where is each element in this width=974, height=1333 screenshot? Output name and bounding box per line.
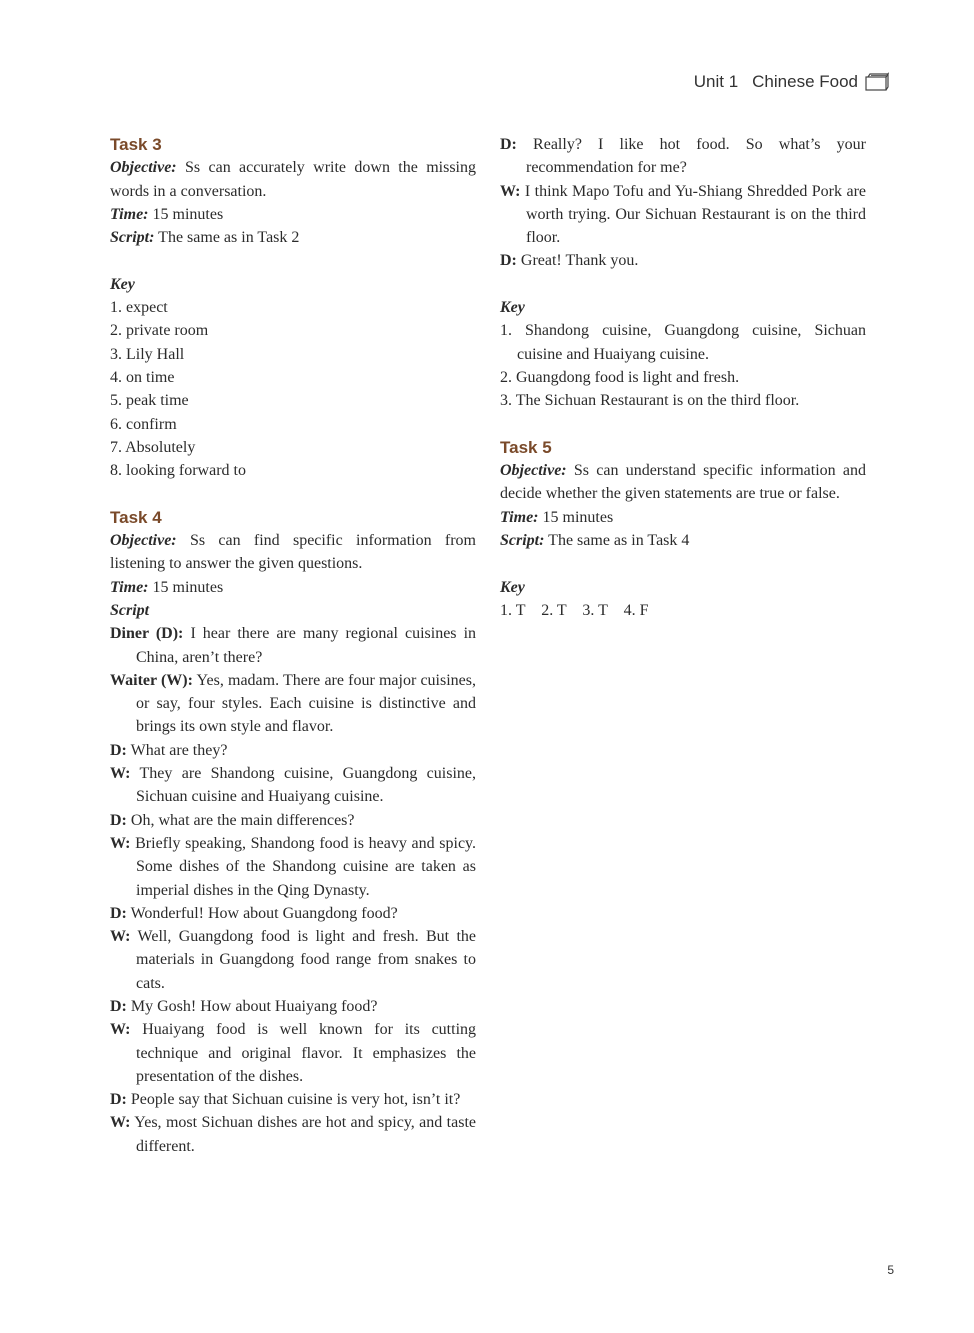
key-item: 2. Guangdong food is light and fresh. <box>500 368 740 386</box>
task5-script <box>500 529 866 552</box>
turn-text: My Gosh! How about Huaiyang food? <box>130 997 378 1015</box>
task5-key-line: 1. T 2. T 3. T 4. F <box>500 601 649 619</box>
speaker-label: D: <box>110 997 127 1015</box>
task3-key-heading: Key <box>110 275 135 293</box>
key-item: 5. peak time <box>110 392 189 410</box>
speaker-label: Waiter (W): <box>110 671 193 689</box>
turn-text: Oh, what are the main differences? <box>130 811 355 829</box>
time-text: 15 minutes <box>152 205 224 223</box>
time-label: Time: <box>110 578 149 596</box>
speaker-label: W: <box>110 765 131 783</box>
dialogue-turn <box>110 669 476 739</box>
task3-key-list <box>110 296 476 482</box>
speaker-label: W: <box>110 1114 131 1132</box>
dialogue-turn <box>110 925 476 995</box>
objective-text: Ss can understand specific information and decide whether the given statements are true or false. <box>500 462 867 503</box>
turn-text: Wonderful! How about Guangdong food? <box>130 904 398 922</box>
dialogue-turn <box>500 180 866 250</box>
objective-text: Ss can accurately write down the missing words in a conversation. <box>110 159 477 200</box>
task5-heading: Task 5 <box>500 437 552 457</box>
dialogue-turn <box>110 902 476 925</box>
speaker-label: W: <box>110 834 131 852</box>
dialogue-turn <box>110 832 476 902</box>
speaker-label: D: <box>110 904 127 922</box>
dialogue-turn <box>110 809 476 832</box>
task5-key-heading: Key <box>500 578 525 596</box>
task3-script <box>110 226 476 249</box>
script-text: The same as in Task 4 <box>548 532 690 550</box>
speaker-label: Diner (D): <box>110 625 184 643</box>
time-text: 15 minutes <box>542 508 614 526</box>
key-item: 1. Shandong cuisine, Guangdong cuisine, Sichuan cuisine and Huaiyang cuisine. <box>500 322 866 363</box>
speaker-label: W: <box>110 928 131 946</box>
unit-title: Chinese Food <box>752 72 858 91</box>
page-number: 5 <box>887 1263 894 1277</box>
turn-text: I think Mapo Tofu and Yu-Shiang Shredded Pork are worth trying. Our Sichuan Restaurant is on the third floor. <box>524 182 866 247</box>
key-item: 3. The Sichuan Restaurant is on the third floor. <box>500 392 800 410</box>
right-column <box>500 133 866 622</box>
task5-time <box>500 506 866 529</box>
task4-heading: Task 4 <box>110 507 162 527</box>
dialogue-turn <box>110 1088 476 1111</box>
script-label: Script: <box>110 229 155 247</box>
dialogue-turn <box>110 762 476 809</box>
key-item: 4. on time <box>110 368 175 386</box>
dialogue-turn <box>110 1111 476 1158</box>
key-item: 3. Lily Hall <box>110 345 185 363</box>
speaker-label: D: <box>500 136 517 153</box>
speaker-label: W: <box>500 182 521 200</box>
task4-objective <box>110 529 476 576</box>
task3-objective <box>110 156 476 203</box>
task4-script-heading: Script <box>110 601 150 619</box>
speaker-label: D: <box>110 811 127 829</box>
speaker-label: D: <box>110 1091 127 1109</box>
key-item: 6. confirm <box>110 415 177 433</box>
key-item: 2. private room <box>110 322 209 340</box>
task4-key-heading: Key <box>500 299 525 317</box>
key-item: 7. Absolutely <box>110 438 196 456</box>
turn-text: Really? I like hot food. So what’s your recommendation for me? <box>526 136 867 177</box>
unit-label: Unit 1 <box>693 72 739 91</box>
key-item: 8. looking forward to <box>110 462 246 480</box>
objective-label: Objective: <box>500 462 567 480</box>
turn-text: Yes, madam. There are four major cuisines, or say, four styles. Each cuisine is distinctive and brings its own style and flavor. <box>136 671 476 736</box>
objective-label: Objective: <box>110 159 177 177</box>
objective-label: Objective: <box>110 532 177 550</box>
speaker-label: W: <box>110 1021 131 1039</box>
book-icon <box>864 72 890 92</box>
task3-time <box>110 203 476 226</box>
objective-text: Ss can find specific information from listening to answer the given questions. <box>110 532 476 573</box>
turn-text: People say that Sichuan cuisine is very hot, isn’t it? <box>130 1091 461 1109</box>
turn-text: Great! Thank you. <box>520 252 639 270</box>
time-text: 15 minutes <box>152 578 224 596</box>
task3-heading: Task 3 <box>110 135 162 154</box>
turn-text: Yes, most Sichuan dishes are hot and spicy, and taste different. <box>134 1114 477 1155</box>
dialogue-turn <box>110 739 476 762</box>
key-item: 1. expect <box>110 299 168 317</box>
task5-objective <box>500 459 866 506</box>
dialogue-turn <box>110 995 476 1018</box>
turn-text: What are they? <box>130 741 228 759</box>
script-text: The same as in Task 2 <box>158 229 300 247</box>
left-column <box>110 133 476 1158</box>
turn-text: Briefly speaking, Shandong food is heavy and spicy. Some dishes of the Shandong cuisine are taken as imperial dishes in the Qing Dynasty. <box>135 834 477 899</box>
turn-text: Well, Guangdong food is light and fresh. But the materials in Guangdong food range from snakes to cats. <box>136 928 476 992</box>
time-label: Time: <box>110 205 149 223</box>
dialogue-turn <box>500 133 866 180</box>
dialogue-turn <box>500 249 866 272</box>
dialogue-turn <box>110 1018 476 1088</box>
task4-time <box>110 576 476 599</box>
speaker-label: D: <box>110 741 127 759</box>
turn-text: They are Shandong cuisine, Guangdong cuisine, Sichuan cuisine and Huaiyang cuisine. <box>136 765 477 806</box>
running-header <box>694 72 890 92</box>
speaker-label: D: <box>500 252 517 270</box>
script-label: Script: <box>500 532 545 550</box>
turn-text: Huaiyang food is well known for its cutting technique and original flavor. It emphasizes the presentation of the dishes. <box>136 1021 477 1085</box>
dialogue-turn <box>110 622 476 669</box>
turn-text: I hear there are many regional cuisines in China, aren’t there? <box>136 625 477 666</box>
time-label: Time: <box>500 508 539 526</box>
